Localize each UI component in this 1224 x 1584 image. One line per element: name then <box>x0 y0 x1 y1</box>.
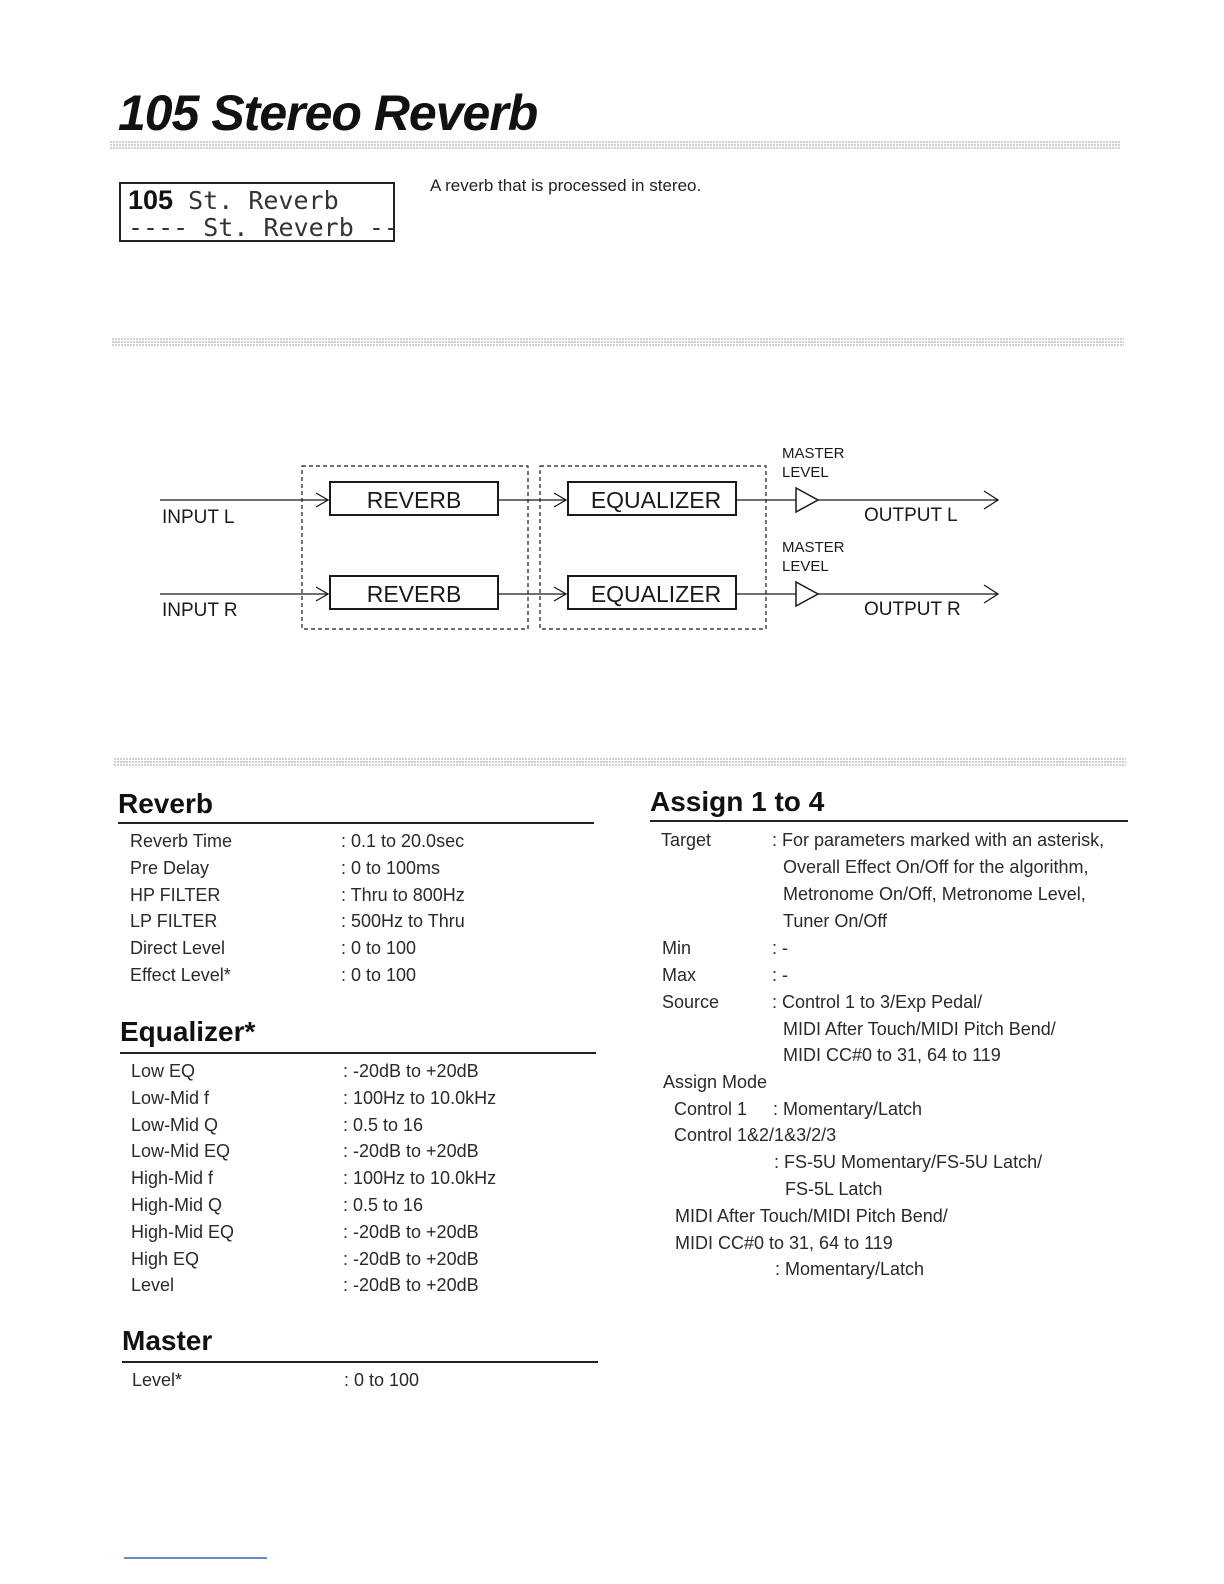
input-l-label: INPUT L <box>162 507 235 528</box>
reverb-label-r: REVERB <box>366 581 462 607</box>
master-level-r-label-1: MASTER <box>782 539 845 556</box>
section-divider <box>114 758 1126 767</box>
source-value: MIDI After Touch/MIDI Pitch Bend/ <box>783 1019 1056 1039</box>
lcd-display <box>119 182 399 242</box>
min-label: Min <box>662 938 692 958</box>
lcd-line-2: ---- St. Reverb -- <box>128 213 399 242</box>
target-value: : For parameters marked with an asterisk, <box>772 830 1105 850</box>
param-row: LP FILTER : 500Hz to Thru <box>130 911 465 932</box>
reverb-section <box>118 788 594 989</box>
output-r-label: OUTPUT R <box>864 599 961 620</box>
param-row: Level : -20dB to +20dB <box>131 1275 479 1296</box>
midi-label: MIDI After Touch/MIDI Pitch Bend/ <box>675 1206 948 1226</box>
input-r-label: INPUT R <box>162 600 238 621</box>
master-level-l-label-2: LEVEL <box>782 464 829 481</box>
param-row: Pre Delay : 0 to 100ms <box>130 857 441 878</box>
param-row: Low-Mid EQ : -20dB to +20dB <box>131 1141 479 1162</box>
midi-label: MIDI CC#0 to 31, 64 to 119 <box>675 1233 893 1253</box>
description: A reverb that is processed in stereo. <box>430 176 702 195</box>
param-row: High EQ : -20dB to +20dB <box>131 1248 479 1269</box>
control-combo-value: : FS-5U Momentary/FS-5U Latch/ <box>774 1152 1043 1172</box>
source-value: : Control 1 to 3/Exp Pedal/ <box>772 992 983 1012</box>
param-row: Direct Level : 0 to 100 <box>130 938 417 959</box>
param-row: HP FILTER : Thru to 800Hz <box>130 884 465 905</box>
lcd-patch-number: 105 <box>128 185 174 215</box>
param-row: High-Mid f : 100Hz to 10.0kHz <box>131 1168 497 1189</box>
equalizer-rule <box>120 1052 596 1054</box>
param-row: Low-Mid Q : 0.5 to 16 <box>131 1114 424 1135</box>
target-label: Target <box>661 830 712 850</box>
equalizer-label-l: EQUALIZER <box>590 487 722 513</box>
master-level-r-label-2: LEVEL <box>782 558 829 575</box>
equalizer-params <box>131 1058 596 1299</box>
master-level-amp-r <box>796 582 818 606</box>
control-combo-value: FS-5L Latch <box>785 1179 883 1199</box>
param-row: High-Mid EQ : -20dB to +20dB <box>131 1221 479 1242</box>
assign-params <box>650 830 1128 1290</box>
param-row: Low EQ : -20dB to +20dB <box>131 1061 479 1081</box>
lcd-line-1: St. Reverb <box>173 186 339 215</box>
master-section <box>122 1325 598 1394</box>
source-value: MIDI CC#0 to 31, 64 to 119 <box>783 1045 1001 1065</box>
reverb-heading: Reverb <box>118 788 213 819</box>
assign-section <box>650 786 1128 822</box>
control1-label: Control 1 <box>674 1099 748 1119</box>
reverb-rule <box>118 822 594 824</box>
max-label: Max <box>662 965 697 985</box>
master-level-amp-l <box>796 488 818 512</box>
param-row: High-Mid Q : 0.5 to 16 <box>131 1194 424 1215</box>
assign-heading: Assign 1 to 4 <box>650 786 825 817</box>
min-value: : - <box>772 938 788 958</box>
param-row: Low-Mid f : 100Hz to 10.0kHz <box>131 1087 497 1108</box>
master-level-l-label-1: MASTER <box>782 445 845 462</box>
control-combo-label: Control 1&2/1&3/2/3 <box>674 1125 837 1145</box>
master-params <box>132 1367 598 1394</box>
reverb-params <box>130 828 594 989</box>
equalizer-heading: Equalizer* <box>120 1016 256 1047</box>
param-row: Reverb Time : 0.1 to 20.0sec <box>130 831 465 851</box>
target-value: Metronome On/Off, Metronome Level, <box>783 884 1086 904</box>
source-label: Source <box>662 992 720 1012</box>
midi-value: : Momentary/Latch <box>775 1259 925 1279</box>
output-l-label: OUTPUT L <box>864 505 958 526</box>
equalizer-label-r: EQUALIZER <box>590 581 722 607</box>
assign-rule <box>650 820 1128 822</box>
control1-value: : Momentary/Latch <box>773 1099 923 1119</box>
page-title: 105 Stereo Reverb <box>118 85 538 141</box>
reverb-label-l: REVERB <box>366 487 462 513</box>
master-heading: Master <box>122 1325 213 1356</box>
assign-mode-label: Assign Mode <box>663 1072 768 1092</box>
section-divider <box>112 338 1124 347</box>
target-value: Tuner On/Off <box>783 911 888 931</box>
param-row: Level* : 0 to 100 <box>132 1370 420 1390</box>
target-value: Overall Effect On/Off for the algorithm, <box>783 857 1089 877</box>
signal-flow-diagram <box>0 430 1224 650</box>
param-row: Effect Level* : 0 to 100 <box>130 964 417 985</box>
title-underline <box>110 141 1120 150</box>
footer-rule <box>124 1557 267 1559</box>
equalizer-section <box>120 1016 596 1299</box>
master-rule <box>122 1361 598 1363</box>
max-value: : - <box>772 965 788 985</box>
